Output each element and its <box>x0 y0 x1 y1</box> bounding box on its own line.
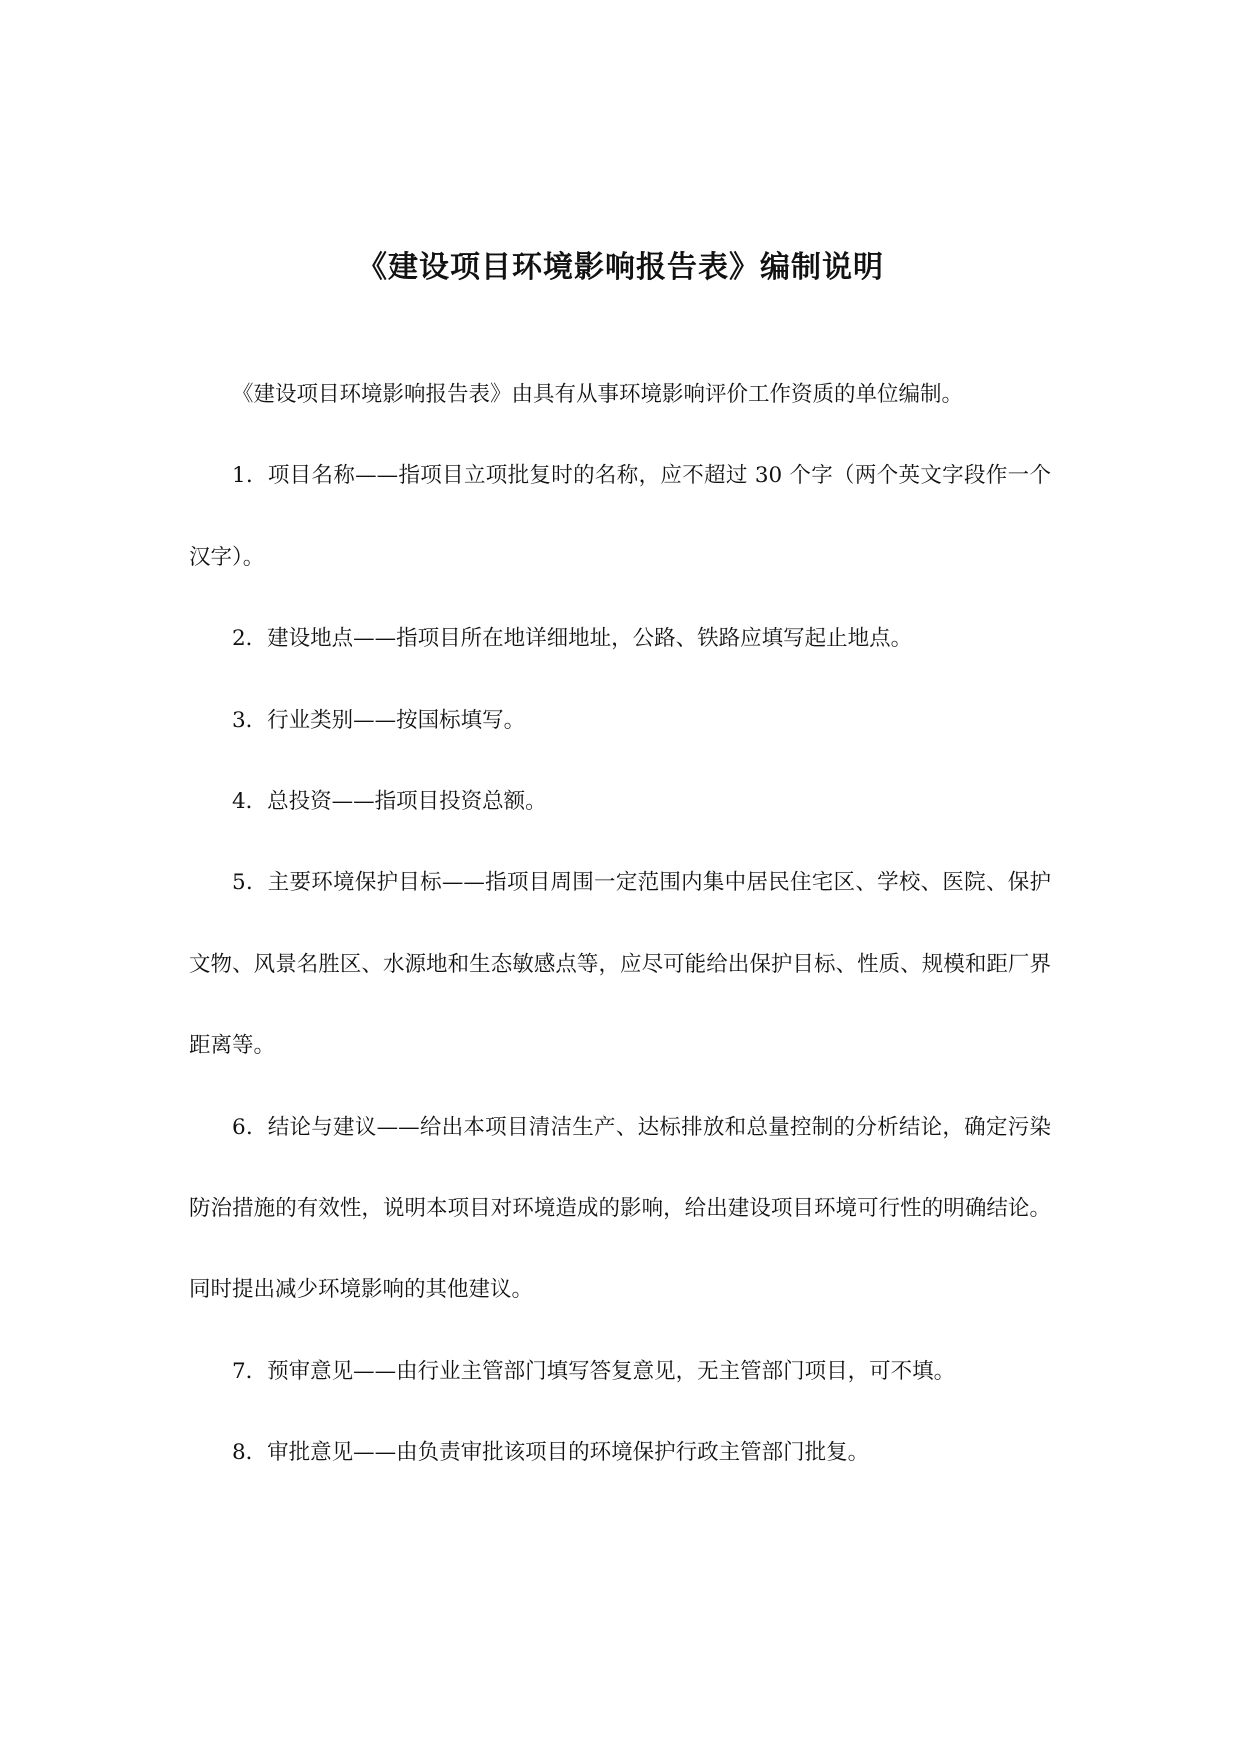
item-conclusions: 6．结论与建议——给出本项目清洁生产、达标排放和总量控制的分析结论，确定污染防治措施的有效性，说明本项目对环境造成的影响，给出建设项目环境可行性的明确结论。同时提出减少环境影响的其他建议。 <box>189 1114 1051 1303</box>
item-project-name: 1．项目名称——指项目立项批复时的名称，应不超过 30 个字（两个英文字段作一个汉字）。 <box>189 463 1051 570</box>
item-total-investment: 4．总投资——指项目投资总额。 <box>232 789 547 815</box>
item-protection-targets: 5．主要环境保护目标——指项目周围一定范围内集中居民住宅区、学校、医院、保护文物、风景名胜区、水源地和生态敏感点等，应尽可能给出保护目标、性质、规模和距厂界距离等。 <box>189 870 1051 1059</box>
item-industry-category: 3．行业类别——按国标填写。 <box>232 707 526 733</box>
document-title: 《建设项目环境影响报告表》编制说明 <box>357 250 884 285</box>
item-pre-review-opinion: 7．预审意见——由行业主管部门填写答复意见，无主管部门项目，可不填。 <box>232 1358 956 1384</box>
item-approval-opinion: 8．审批意见——由负责审批该项目的环境保护行政主管部门批复。 <box>232 1440 870 1466</box>
intro-paragraph: 《建设项目环境影响报告表》由具有从事环境影响评价工作资质的单位编制。 <box>232 382 964 407</box>
item-construction-site: 2．建设地点——指项目所在地详细地址，公路、铁路应填写起止地点。 <box>232 626 913 652</box>
document-body <box>189 354 1051 1494</box>
